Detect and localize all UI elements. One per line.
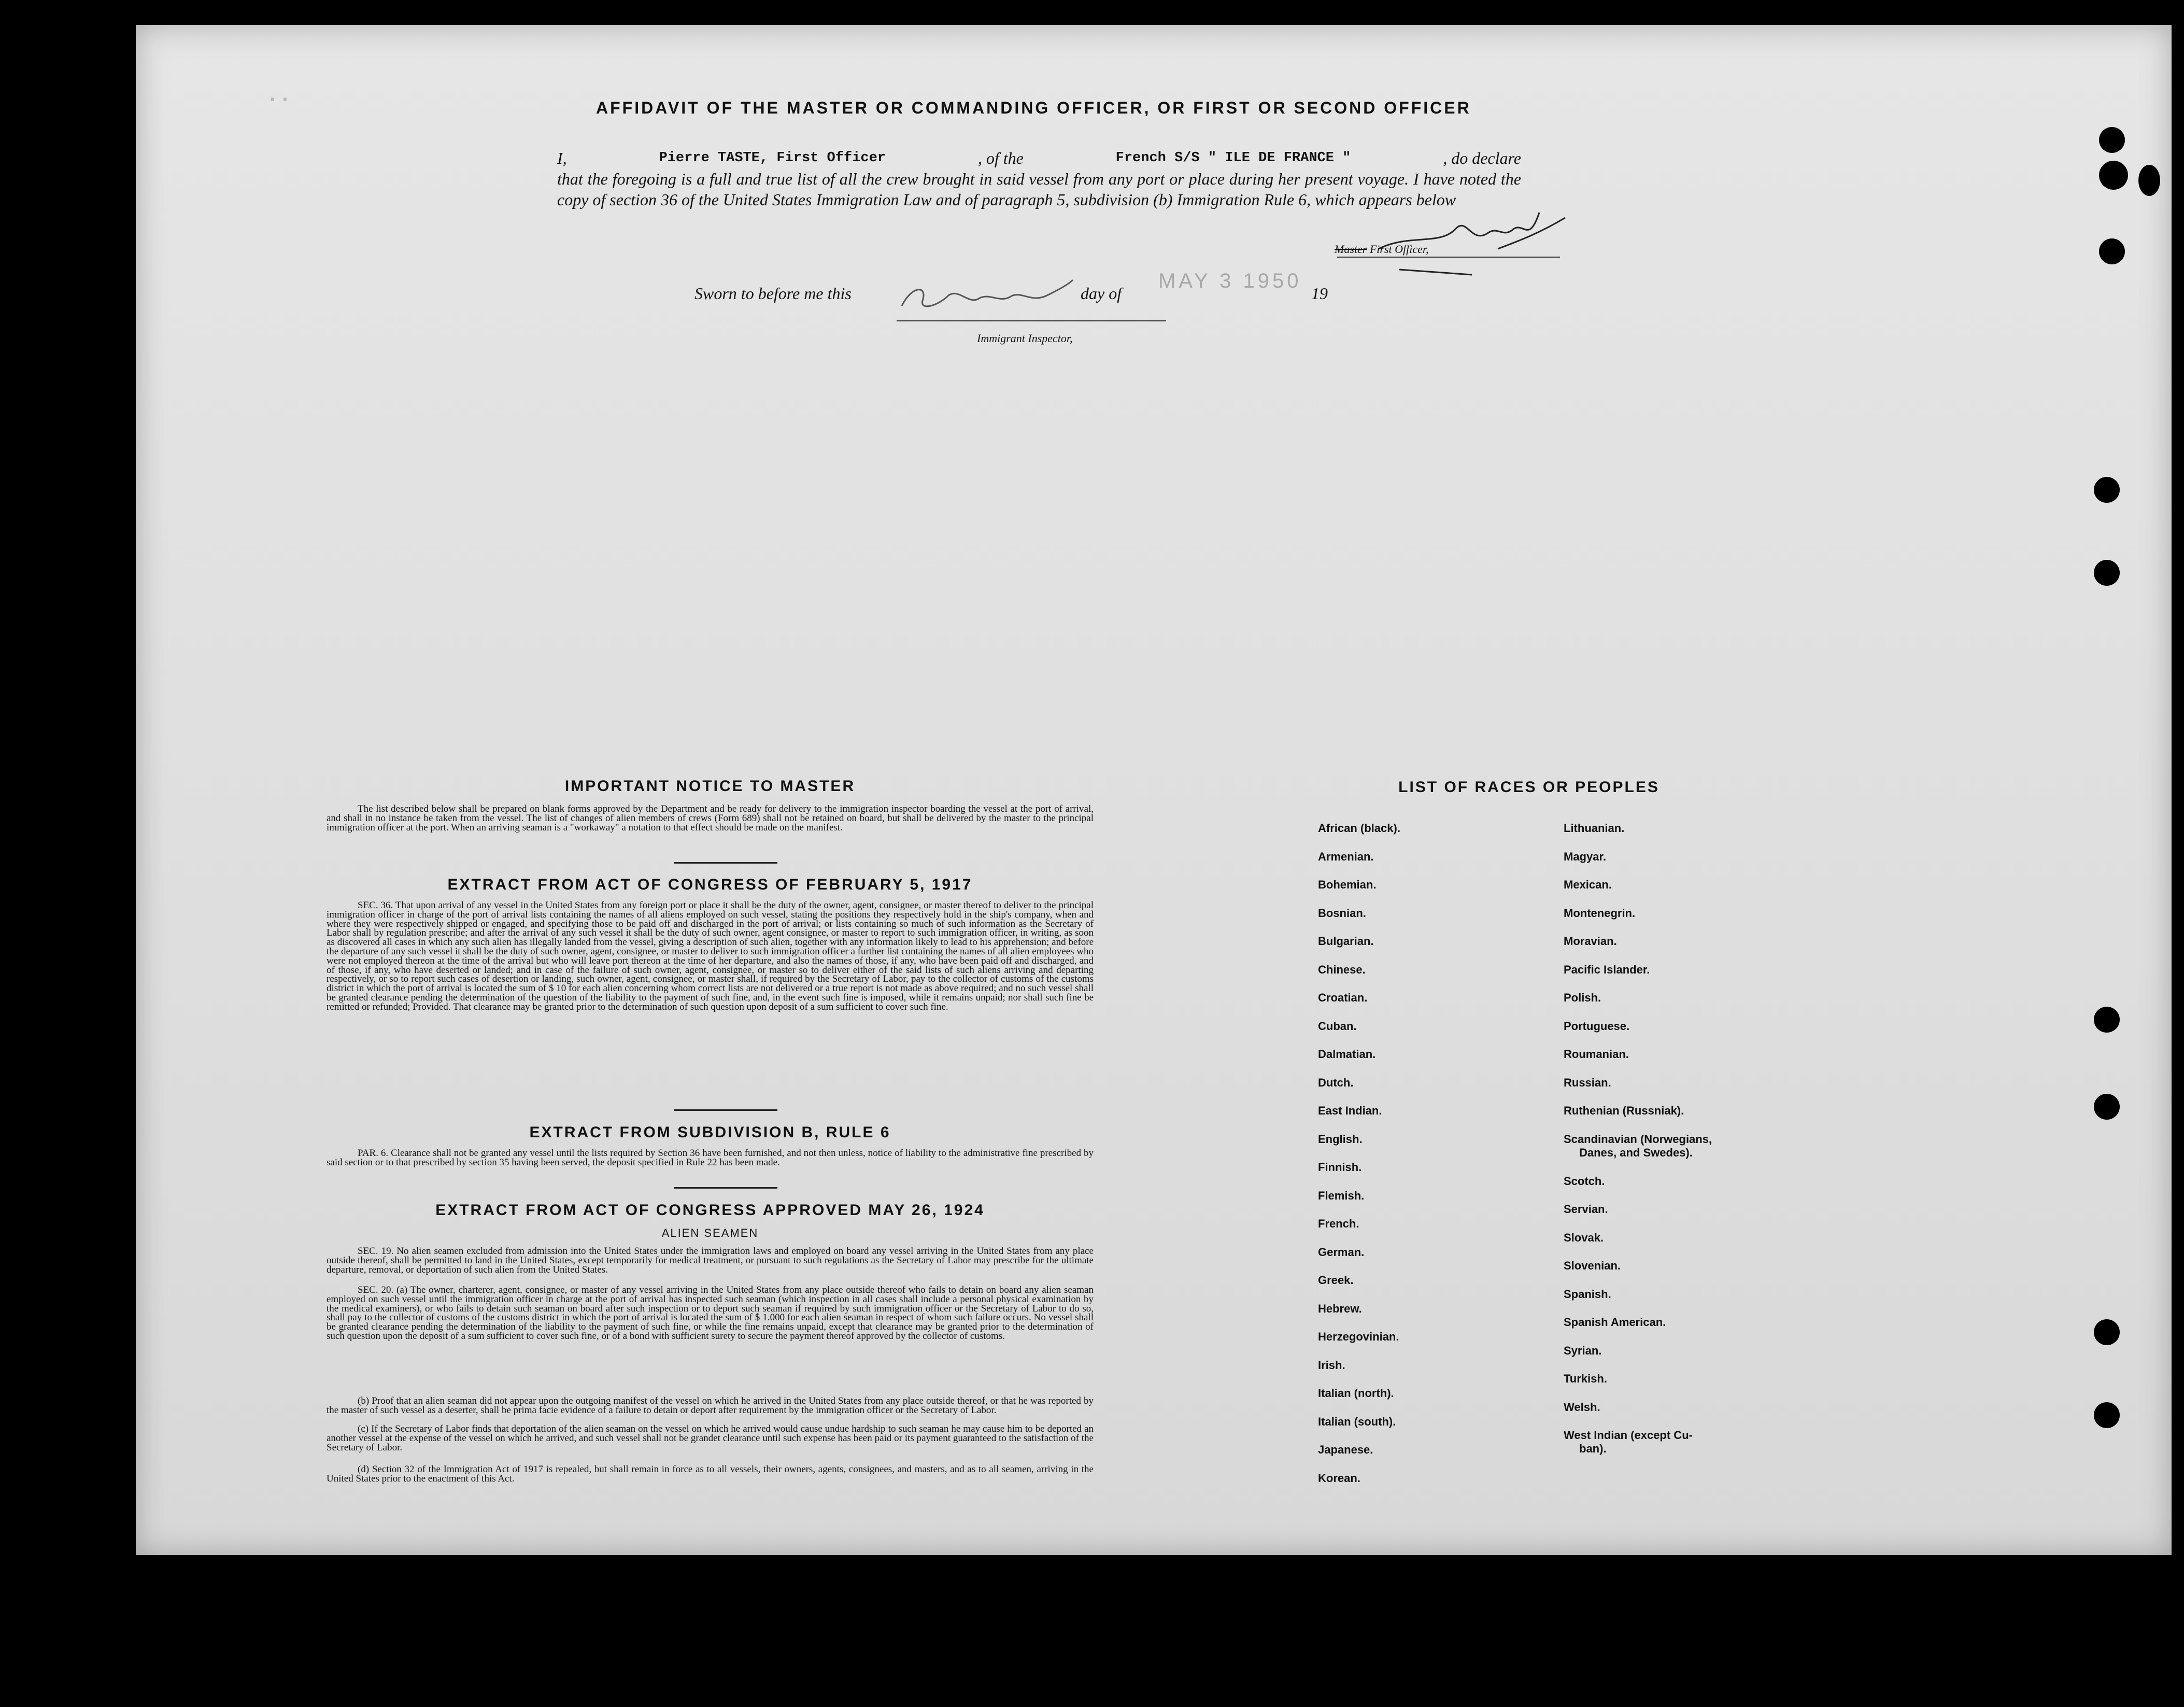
- race-item: Russian.: [1564, 1076, 1611, 1089]
- race-item: Italian (north).: [1318, 1387, 1394, 1400]
- race-item: Polish.: [1564, 991, 1601, 1004]
- year-prefix: 19: [1311, 284, 1328, 303]
- race-item: Lithuanian.: [1564, 822, 1625, 835]
- binder-hole: [2138, 165, 2160, 196]
- race-item: Turkish.: [1564, 1372, 1607, 1385]
- race-item: German.: [1318, 1245, 1365, 1259]
- race-item: Dalmatian.: [1318, 1048, 1376, 1061]
- race-item: Montenegrin.: [1564, 906, 1636, 920]
- race-item: Hebrew.: [1318, 1302, 1362, 1315]
- binder-hole: [2099, 127, 2125, 153]
- race-item: Spanish.: [1564, 1287, 1611, 1301]
- race-item: Herzegovinian.: [1318, 1330, 1399, 1343]
- race-item: Armenian.: [1318, 850, 1374, 863]
- race-item: Portuguese.: [1564, 1019, 1630, 1033]
- sworn-label: Sworn to before me this: [694, 284, 852, 303]
- extract-1924-title: EXTRACT FROM ACT OF CONGRESS APPROVED MAY 26, 1924: [435, 1202, 985, 1219]
- declaration-statement: that the foregoing is a full and true list of all the crew brought in said vessel from any port or place during her present voyage. I have noted the copy of section 36 of the United States Immigration Law and of paragraph 5, subdivision (b) Immigration Rule 6, which appears below: [557, 170, 1521, 209]
- inspector-signature-line: [897, 320, 1166, 321]
- extract-1917-body: SEC. 36. That upon arrival of any vessel in the United States from any foreign port or place it shall be the duty of the owner, agent, consignee, or master thereof to deliver to the principal immigration officer in charge of the port of arrival lists containing the names of all aliens employed on such vessel, stating the positions they respectively hold in the ship's company, when and where they were respectively shipped or engaged, and specifying those to be paid off and discharged in the port of arrival; or lists containing so much of such information as the Secretary of Labor shall by regulation prescribe; and after the arrival of any such vessel it shall be the duty of such owner, agent consignee, or master to report to such immigration officer, in writing, as soon as discovered all cases in which any such alien has illegally landed from the vessel, giving a description of such alien, together with any information likely to lead to his apprehension; and before the departure of any such vessel it shall be the duty of such owner, agent, consignee, or master to deliver to such immigration officer a further list containing the names of all alien employees who were not employed thereon at the time of the arrival but who will leave port thereon at the time of her departure, and also the names of those, if any, who have been paid off and discharged, and of those, if any, who have deserted or landed; and in case of the failure of such owner, agent, consignee, or master so to deliver either of the said lists of such aliens arriving and departing respectively, or so to report such cases of desertion or landing, such owner, agent, consignee, or master shall, if required by the Secretary of Labor, pay to the collector of customs of the customs district in which the port of arrival is located the sum of $ 10 for each alien concerning whom correct lists are not delivered or a true report is not made as above required; and no such vessel shall be granted clearance pending the determination of the question of the liability to the payment of such fine, and, in the event such fine is imposed, while it remains unpaid; nor shall such fine be remitted or refunded; Provided. That clearance may be granted prior to the determination of such question upon deposit of a sum sufficient to cover such fine.: [327, 901, 1094, 1012]
- stamped-date: MAY 3 1950: [1158, 270, 1302, 292]
- race-item: Welsh.: [1564, 1400, 1600, 1414]
- signature-caption: Master First Officer,: [1335, 243, 1429, 256]
- race-item: Slovenian.: [1564, 1259, 1621, 1272]
- race-item: Mexican.: [1564, 878, 1612, 891]
- race-item: Greek.: [1318, 1274, 1354, 1287]
- race-item: Syrian.: [1564, 1344, 1602, 1357]
- race-item: Ruthenian (Russniak).: [1564, 1104, 1684, 1117]
- inspector-signature: [891, 275, 1088, 321]
- binder-hole: [2099, 161, 2128, 190]
- binder-hole: [2094, 1319, 2120, 1345]
- officer-signature-line: [1337, 257, 1560, 258]
- race-item-scandinavian: Scandinavian (Norwegians, Danes, and Swedes).: [1564, 1132, 1712, 1159]
- sec19-body: SEC. 19. No alien seamen excluded from admission into the United States under the immigration laws and employed on board any vessel arriving in the United States from any place outside thereof, shall be permitted to land in the United States, except temporarily for medical treatment, or pursuant to such regulations as the Secretary of Labor may prescribe for the ultimate departure, removal, or deportation of such alien from the United States.: [327, 1247, 1094, 1275]
- do-declare-label: , do declare: [1443, 149, 1521, 167]
- notice-title: IMPORTANT NOTICE TO MASTER: [564, 778, 856, 795]
- affidavit-title: AFFIDAVIT OF THE MASTER OR COMMANDING OFFICER, OR FIRST OR SECOND OFFICER: [596, 98, 1471, 117]
- race-item: Roumanian.: [1564, 1048, 1629, 1061]
- race-item-west-indian: West Indian (except Cu- ban).: [1564, 1429, 1693, 1455]
- race-item: Bohemian.: [1318, 878, 1377, 891]
- section-divider: [674, 862, 777, 864]
- binder-hole: [2094, 560, 2120, 586]
- binder-hole: [2094, 1402, 2120, 1428]
- race-item: Chinese.: [1318, 963, 1366, 976]
- race-item: Korean.: [1318, 1471, 1360, 1485]
- binder-hole: [2099, 238, 2125, 264]
- section-divider: [674, 1109, 777, 1111]
- extract-rule6-body: PAR. 6. Clearance shall not be granted any vessel until the lists required by Section 36 have been furnished, and not then unless, notice of liability to the administrative fine prescribed by said section or to that prescribed by section 35 having been served, the deposit specified in Rule 22 has been made.: [327, 1149, 1094, 1168]
- race-item: East Indian.: [1318, 1104, 1382, 1117]
- extract-rule6-title: EXTRACT FROM SUBDIVISION B, RULE 6: [529, 1124, 891, 1141]
- day-of-label: day of: [1081, 284, 1122, 303]
- sec20b-body: (b) Proof that an alien seaman did not appear upon the outgoing manifest of the vessel on which he arrived in the United States from any place outside thereof, or that he was reported by the master of such vessel as a deserter, shall be prima facie evidence of a failure to detain or deport after requirement by the immigration officer or the Secretary of Labor.: [327, 1396, 1094, 1416]
- races-title: LIST OF RACES OR PEOPLES: [1398, 779, 1660, 796]
- of-the-label: , of the: [977, 149, 1024, 167]
- race-item: African (black).: [1318, 822, 1400, 835]
- race-item: Pacific Islander.: [1564, 963, 1650, 976]
- sec20a-body: SEC. 20. (a) The owner, charterer, agent, consignee, or master of any vessel arriving in the United States from any place outside thereof who fails to detain on board any alien seaman employed on such vessel until the immigration officer in charge at the port of arrival has inspected such seaman (which inspection in all cases shall include a personal physical examination by the medical examiners), or who fails to detain such seaman on board after such inspection or to deport such seaman if required by such immigration officer or the Secretary of Labor to do so, shall pay to the collector of customs of the customs district in which the port of arrival is located the sum of $ 1.000 for each alien seaman in respect of whom such failure occurs. No vessel shall be granted clearance pending the determination of the liability to the payment of such fine, or while the fine remains unpaid, except that clearance may be granted prior to the determination of such question upon the deposit of a sum sufficient to cover such fine, or of a bond with sufficient surety to secure the payment thereof approved by the collector of customs.: [327, 1286, 1094, 1342]
- binder-hole: [2094, 1094, 2120, 1120]
- race-item: Italian (south).: [1318, 1415, 1396, 1428]
- alien-seamen-subtitle: ALIEN SEAMEN: [661, 1226, 759, 1239]
- race-item: French.: [1318, 1217, 1359, 1230]
- race-item: Japanese.: [1318, 1443, 1373, 1456]
- binder-hole: [2094, 477, 2120, 503]
- race-item: Moravian.: [1564, 935, 1617, 948]
- section-divider: [674, 1187, 777, 1189]
- binder-hole: [2094, 1007, 2120, 1033]
- races-left-column: [1318, 822, 1400, 1500]
- inspector-caption: Immigrant Inspector,: [977, 332, 1073, 345]
- vessel-name: French S/S " ILE DE FRANCE ": [1115, 150, 1351, 166]
- race-item: English.: [1318, 1132, 1363, 1146]
- race-item: Magyar.: [1564, 850, 1606, 863]
- race-item: Dutch.: [1318, 1076, 1354, 1089]
- race-item: Croatian.: [1318, 991, 1368, 1004]
- race-item: Scotch.: [1564, 1174, 1605, 1188]
- race-item: Bosnian.: [1318, 906, 1366, 920]
- race-item: Cuban.: [1318, 1019, 1357, 1033]
- races-right-column: [1564, 822, 1712, 1471]
- notice-body: The list described below shall be prepared on blank forms approved by the Department and be ready for delivery to the immigration inspector boarding the vessel at the port of arrival, and shall in no instance be taken from the vessel. The list of changes of alien members of crews (Form 689) shall not be retained on board, but shall be delivered by the master to the principal immigration officer at the port. When an arriving seaman is a "workaway" a notation to that effect should be made on the manifest.: [327, 805, 1094, 833]
- race-item: Irish.: [1318, 1358, 1345, 1372]
- i-label: I,: [557, 149, 567, 167]
- race-item: Flemish.: [1318, 1189, 1365, 1202]
- extract-1917-title: EXTRACT FROM ACT OF CONGRESS OF FEBRUARY 5, 1917: [447, 876, 973, 893]
- officer-name: Pierre TASTE, First Officer: [659, 150, 886, 166]
- race-item: Bulgarian.: [1318, 935, 1374, 948]
- sec20c-body: (c) If the Secretary of Labor finds that deportation of the alien seaman on the vessel on which he arrived would cause undue hardship to such seaman he may cause him to be deported an another vessel at the expense of the vessel on which he arrived, and such vessel shall not be grandet clearance until such expense has been paid or its payment guaranteed to the satisfaction of the Secretary of Labor.: [327, 1424, 1094, 1453]
- race-item: Finnish.: [1318, 1161, 1362, 1174]
- race-item: Slovak.: [1564, 1231, 1604, 1244]
- bleed-through-marks: · ·: [270, 88, 289, 111]
- race-item: Servian.: [1564, 1203, 1608, 1216]
- race-item: Spanish American.: [1564, 1316, 1666, 1329]
- sec20d-body: (d) Section 32 of the Immigration Act of 1917 is repealed, but shall remain in force as to all vessels, their owners, agents, consignees, and masters, and as to all seamen, arriving in the United States prior to the enactment of this Act.: [327, 1465, 1094, 1484]
